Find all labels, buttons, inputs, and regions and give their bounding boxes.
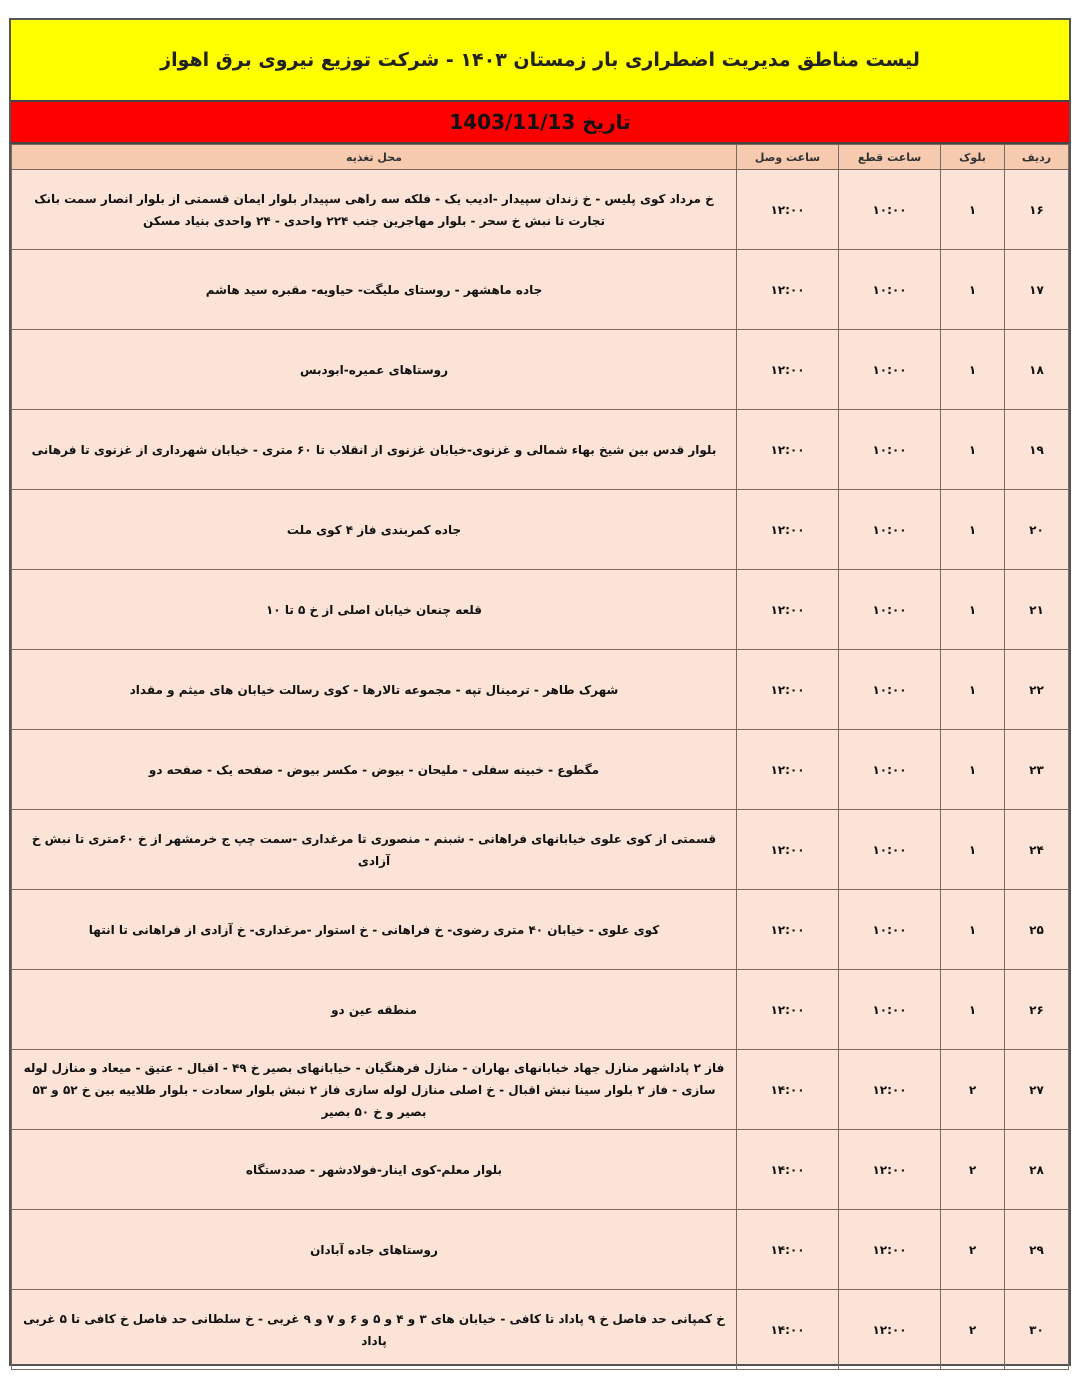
cell-connect-time: ۱۲:۰۰ [737, 570, 839, 650]
cell-location: روستاهای جاده آبادان [12, 1210, 737, 1290]
cell-row-number: ۲۳ [1005, 730, 1069, 810]
table-row [12, 1290, 1069, 1370]
cell-cut-time: ۱۰:۰۰ [839, 170, 941, 250]
cell-cut-time: ۱۲:۰۰ [839, 1050, 941, 1130]
cell-row-number: ۲۰ [1005, 490, 1069, 570]
cell-cut-time: ۱۰:۰۰ [839, 650, 941, 730]
cell-cut-time: ۱۲:۰۰ [839, 1210, 941, 1290]
cell-row-number: ۲۵ [1005, 890, 1069, 970]
cell-cut-time: ۱۲:۰۰ [839, 1290, 941, 1370]
cell-cut-time: ۱۰:۰۰ [839, 730, 941, 810]
cell-connect-time: ۱۲:۰۰ [737, 490, 839, 570]
table-row [12, 1210, 1069, 1290]
cell-block: ۱ [941, 650, 1005, 730]
cell-block: ۲ [941, 1210, 1005, 1290]
outage-table [11, 144, 1069, 1370]
cell-row-number: ۲۹ [1005, 1210, 1069, 1290]
cell-location: بلوار قدس بین شیخ بهاء شمالی و غزنوی-خیابان غزنوی از انقلاب تا ۶۰ متری - خیابان شهرداری از غزنوی تا فرهانی [12, 410, 737, 490]
cell-block: ۱ [941, 810, 1005, 890]
table-row [12, 410, 1069, 490]
cell-cut-time: ۱۲:۰۰ [839, 1130, 941, 1210]
cell-block: ۱ [941, 570, 1005, 650]
cell-connect-time: ۱۴:۰۰ [737, 1210, 839, 1290]
cell-cut-time: ۱۰:۰۰ [839, 490, 941, 570]
column-header-block: بلوک [941, 145, 1005, 170]
cell-connect-time: ۱۲:۰۰ [737, 730, 839, 810]
cell-block: ۱ [941, 170, 1005, 250]
table-header-row [12, 145, 1069, 170]
cell-location: فاز ۲ پاداشهر منازل جهاد خیابانهای بهاران - منازل فرهنگیان - خیابانهای بصیر خ ۴۹ - اقبال - عتیق - میعاد و منازل لوله سازی - فاز ۲ بلوار سینا نبش اقبال - خ اصلی منازل لوله سازی فاز ۲ نبش بلوار سعادت - بلوار طلاییه بین خ ۵۲ و ۵۳ بصیر و خ ۵۰ بصیر [12, 1050, 737, 1130]
cell-connect-time: ۱۲:۰۰ [737, 410, 839, 490]
cell-cut-time: ۱۰:۰۰ [839, 890, 941, 970]
cell-connect-time: ۱۴:۰۰ [737, 1050, 839, 1130]
cell-cut-time: ۱۰:۰۰ [839, 810, 941, 890]
cell-row-number: ۱۷ [1005, 250, 1069, 330]
table-row [12, 1130, 1069, 1210]
cell-block: ۲ [941, 1130, 1005, 1210]
outage-schedule-sheet [9, 18, 1071, 1366]
column-header-connect-time: ساعت وصل [737, 145, 839, 170]
column-header-location: محل تغذیه [12, 145, 737, 170]
table-row [12, 250, 1069, 330]
document-title: لیست مناطق مدیریت اضطراری بار زمستان ۱۴۰۳ - شرکت توزیع نیروی برق اهواز [11, 20, 1069, 102]
cell-row-number: ۲۲ [1005, 650, 1069, 730]
cell-connect-time: ۱۴:۰۰ [737, 1290, 839, 1370]
cell-location: مگطوع - خبینه سفلی - ملیحان - بیوض - مکسر بیوض - صفحه یک - صفحه دو [12, 730, 737, 810]
cell-row-number: ۱۸ [1005, 330, 1069, 410]
cell-block: ۱ [941, 330, 1005, 410]
cell-connect-time: ۱۲:۰۰ [737, 970, 839, 1050]
cell-cut-time: ۱۰:۰۰ [839, 410, 941, 490]
cell-row-number: ۲۱ [1005, 570, 1069, 650]
cell-location: جاده ماهشهر - روستای ملیگت- حیاویه- مقبره سید هاشم [12, 250, 737, 330]
cell-block: ۱ [941, 970, 1005, 1050]
cell-cut-time: ۱۰:۰۰ [839, 570, 941, 650]
cell-cut-time: ۱۰:۰۰ [839, 970, 941, 1050]
column-header-cut-time: ساعت قطع [839, 145, 941, 170]
cell-block: ۱ [941, 490, 1005, 570]
cell-connect-time: ۱۲:۰۰ [737, 810, 839, 890]
table-row [12, 890, 1069, 970]
cell-block: ۱ [941, 410, 1005, 490]
table-row [12, 570, 1069, 650]
cell-row-number: ۲۸ [1005, 1130, 1069, 1210]
cell-row-number: ۲۷ [1005, 1050, 1069, 1130]
cell-cut-time: ۱۰:۰۰ [839, 250, 941, 330]
cell-block: ۱ [941, 890, 1005, 970]
table-row [12, 730, 1069, 810]
cell-block: ۱ [941, 730, 1005, 810]
cell-location: قلعه چنعان خیابان اصلی از خ ۵ تا ۱۰ [12, 570, 737, 650]
cell-block: ۱ [941, 250, 1005, 330]
table-row [12, 170, 1069, 250]
table-row [12, 970, 1069, 1050]
cell-location: بلوار معلم-کوی اینار-فولادشهر - صددستگاه [12, 1130, 737, 1210]
cell-location: جاده کمربندی فاز ۴ کوی ملت [12, 490, 737, 570]
cell-block: ۲ [941, 1050, 1005, 1130]
cell-connect-time: ۱۲:۰۰ [737, 330, 839, 410]
cell-location: خ کمپانی حد فاصل خ ۹ پاداد تا کافی - خیابان های ۳ و ۴ و ۵ و ۶ و ۷ و ۹ غربی - خ سلطانی حد فاصل خ کافی تا ۵ غربی پاداد [12, 1290, 737, 1370]
cell-row-number: ۱۶ [1005, 170, 1069, 250]
table-row [12, 810, 1069, 890]
date-banner: تاریخ 1403/11/13 [11, 102, 1069, 144]
column-header-row-number: ردیف [1005, 145, 1069, 170]
table-row [12, 330, 1069, 410]
cell-row-number: ۲۶ [1005, 970, 1069, 1050]
cell-row-number: ۳۰ [1005, 1290, 1069, 1370]
cell-connect-time: ۱۴:۰۰ [737, 1130, 839, 1210]
cell-connect-time: ۱۲:۰۰ [737, 250, 839, 330]
cell-location: قسمتی از کوی علوی خیابانهای فراهانی - شبنم - منصوری تا مرغداری -سمت چپ ج خرمشهر از خ ۶۰متری تا نبش خ آزادی [12, 810, 737, 890]
table-row [12, 650, 1069, 730]
cell-connect-time: ۱۲:۰۰ [737, 890, 839, 970]
cell-cut-time: ۱۰:۰۰ [839, 330, 941, 410]
table-row [12, 490, 1069, 570]
cell-block: ۲ [941, 1290, 1005, 1370]
cell-row-number: ۱۹ [1005, 410, 1069, 490]
table-row [12, 1050, 1069, 1130]
cell-location: منطقه عین دو [12, 970, 737, 1050]
cell-location: خ مرداد کوی پلیس - خ زندان سپیدار -ادیب یک - فلکه سه راهی سپیدار بلوار ایمان قسمتی از بلوار انصار سمت بانک تجارت تا نبش خ سحر - بلوار مهاجرین جنب ۲۲۴ واحدی - ۲۴ واحدی بنیاد مسکن [12, 170, 737, 250]
cell-location: روستاهای عمیره-ابودبس [12, 330, 737, 410]
cell-location: کوی علوی - خیابان ۴۰ متری رضوی- خ فراهانی - خ استوار -مرغداری- خ آزادی از فراهانی تا انتها [12, 890, 737, 970]
cell-row-number: ۲۴ [1005, 810, 1069, 890]
cell-connect-time: ۱۲:۰۰ [737, 170, 839, 250]
cell-location: شهرک طاهر - ترمینال تپه - مجموعه تالارها - کوی رسالت خیابان های میثم و مقداد [12, 650, 737, 730]
cell-connect-time: ۱۲:۰۰ [737, 650, 839, 730]
